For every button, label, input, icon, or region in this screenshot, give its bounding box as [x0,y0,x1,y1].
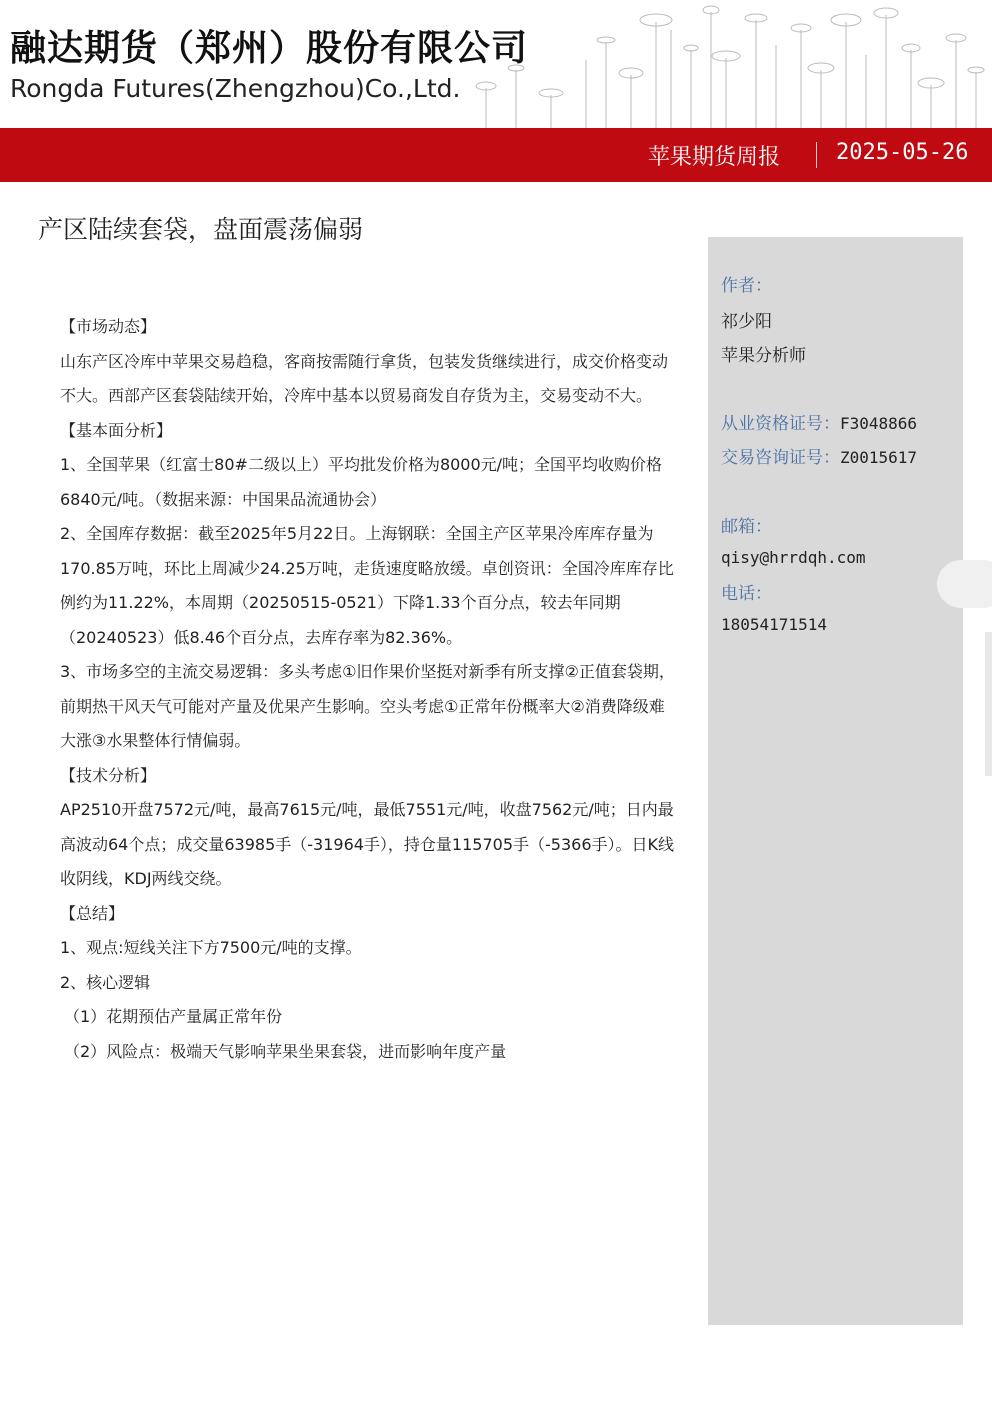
consult-row [721,443,917,468]
paragraph-price: 1、全国苹果（红富士80#二级以上）平均批发价格为8000元/吨；全国平均收购价格6840元/吨。（数据来源：中国果品流通协会） [60,455,663,509]
page-edge-strip [985,632,992,776]
letterhead [0,0,992,128]
email-label: 邮箱： [721,517,772,537]
paragraph-view: 1、观点:短线关注下方7500元/吨的支撑。 [60,938,362,957]
consult-value: Z0015617 [840,448,918,467]
report-date: 2025-05-26 [836,140,969,165]
email-value: qisy@hrrdqh.com [721,548,866,567]
license-row [721,409,917,434]
section-heading-market: 【市场动态】 [60,317,157,336]
author-title: 苹果分析师 [721,346,806,366]
section-heading-technical: 【技术分析】 [60,765,157,785]
license-value: F3048866 [840,414,918,433]
company-name-cn: 融达期货（郑州）股份有限公司 [10,27,529,69]
report-title: 苹果期货周报 [647,145,780,170]
license-label: 从业资格证号： [721,414,840,434]
consult-label: 交易咨询证号： [721,448,840,468]
section-heading-summary: 【总结】 [60,903,125,923]
decorative-pins-graphic [456,0,992,128]
author-sidebar [708,237,963,1325]
paragraph-core-logic-2: （2）风险点：极端天气影响苹果坐果套袋，进而影响年度产量 [64,1041,507,1061]
paragraph-logic: 3、市场多空的主流交易逻辑：多头考虑①旧作果价坚挺对新季有所支撑②正值套袋期，前期热干风天气可能对产量及优果产生影响。空头考虑①正常年份概率大②消费降级难大涨③水果整体行情偏弱。 [60,662,675,750]
title-date-divider [816,142,817,168]
paragraph-technical: AP2510开盘7572元/吨，最高7615元/吨，最低7551元/吨，收盘7562元/吨；日内最高波动64个点；成交量63985手（-31964手），持仓量115705手（-5366手）。日K线收阴线，KDJ两线交绕。 [60,800,674,888]
paragraph-market: 山东产区冷库中苹果交易趋稳，客商按需随行拿货，包装发货继续进行，成交价格变动不大。西部产区套袋陆续开始，冷库中基本以贸易商发自存货为主，交易变动不大。 [60,351,669,405]
company-name-en: Rongda Futures(Zhengzhou)Co.,Ltd. [10,74,461,103]
phone-label: 电话： [721,584,772,604]
author-label: 作者： [721,276,772,296]
report-headline: 产区陆续套袋，盘面震荡偏弱 [38,215,364,244]
phone-value: 18054171514 [721,615,827,634]
section-heading-fundamentals: 【基本面分析】 [60,420,173,440]
report-body [60,310,676,1069]
paragraph-core-logic: 2、核心逻辑 [60,972,151,992]
paragraph-core-logic-1: （1）花期预估产量属正常年份 [64,1007,283,1026]
page-side-tab-handle[interactable] [937,560,992,608]
paragraph-inventory: 2、全国库存数据：截至2025年5月22日。上海钢联：全国主产区苹果冷库库存量为170.85万吨，环比上周减少24.25万吨，走货速度略放缓。卓创资讯：全国冷库库存比例约为11.22%，本周期（20250515-0521）下降1.33个百分点，较去年同期（20240523）低8.46个百分点，去库存率为82.36%。 [60,524,674,647]
author-name: 祁少阳 [721,312,772,332]
